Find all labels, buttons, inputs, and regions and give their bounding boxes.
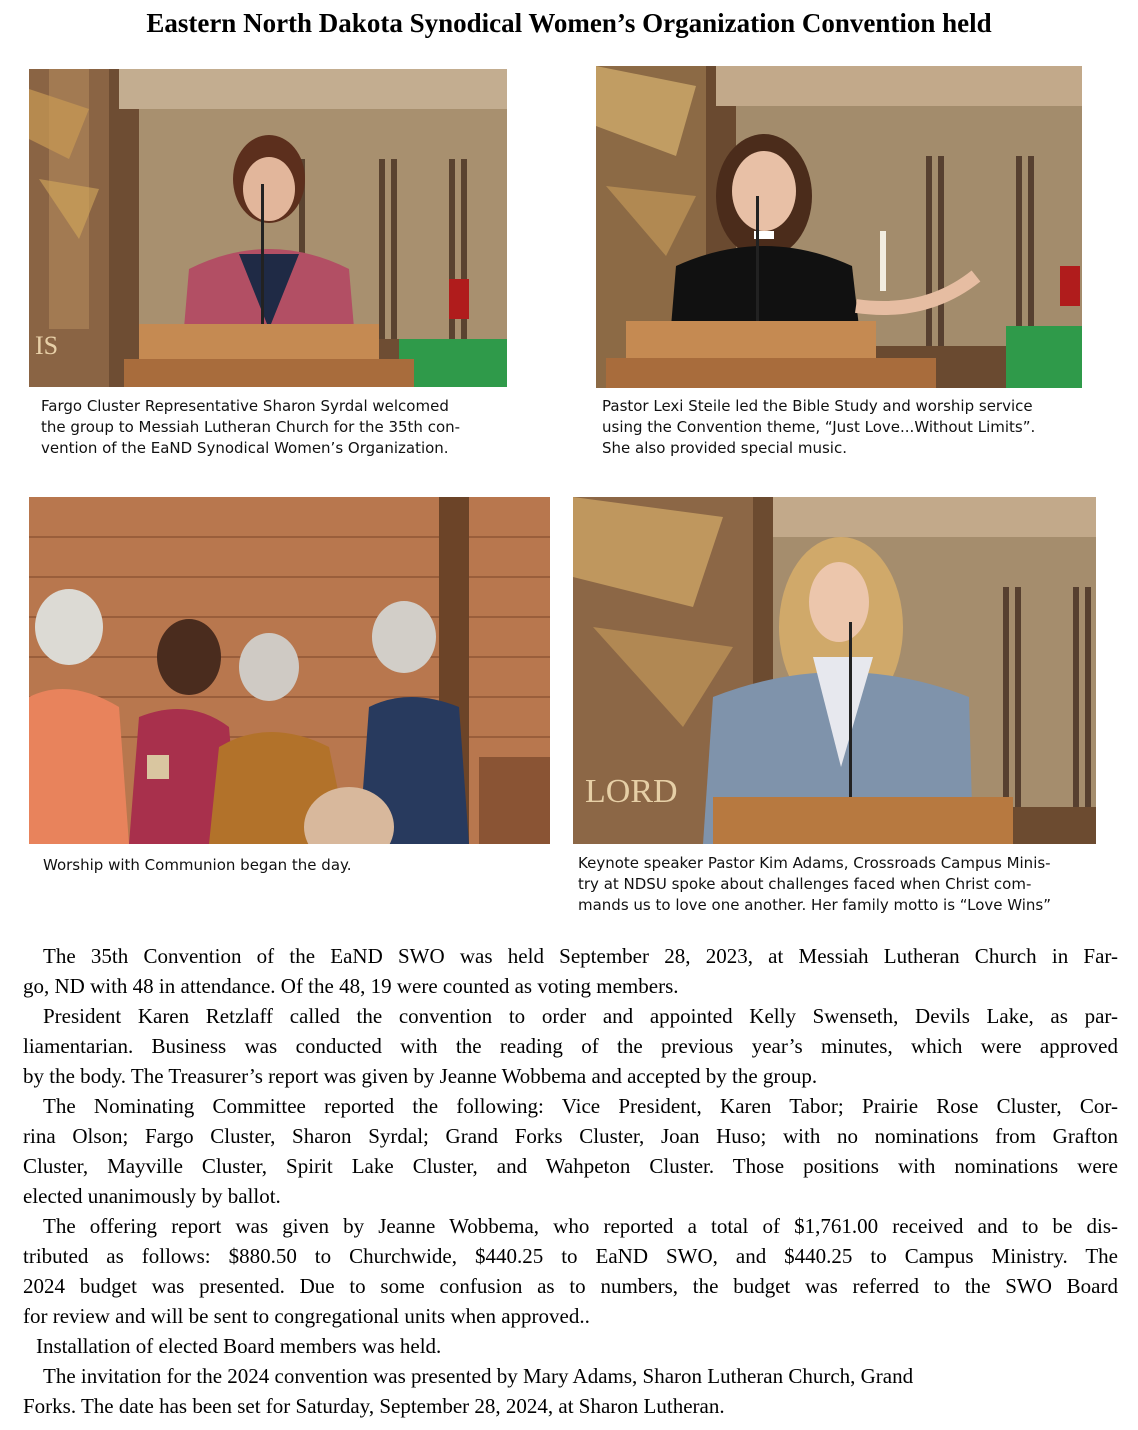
- caption-line: try at NDSU spoke about challenges faced when Christ com-: [578, 875, 1032, 893]
- photo-communion: [29, 497, 550, 844]
- svg-text:IS: IS: [35, 331, 59, 360]
- caption-line: using the Convention theme, “Just Love...Without Limits”.: [602, 418, 1036, 436]
- article-line: go, ND with 48 in attendance. Of the 48, 19 were counted as voting members.: [23, 974, 679, 998]
- photo-lexi-steile: [596, 66, 1082, 388]
- article-line: elected unanimously by ballot.: [23, 1184, 281, 1208]
- caption-lexi-steile: [602, 396, 1035, 459]
- article-line: Forks. The date has been set for Saturday, September 28, 2024, at Sharon Lutheran.: [23, 1394, 725, 1418]
- article-line: for review and will be sent to congregational units when approved..: [23, 1304, 590, 1328]
- article-line: Cluster, Mayville Cluster, Spirit Lake Cluster, and Wahpeton Cluster. Those positions with nominations were: [23, 1154, 1118, 1178]
- article-body: [23, 941, 1118, 1421]
- caption-line: She also provided special music.: [602, 439, 847, 457]
- article-line: The Nominating Committee reported the following: Vice President, Karen Tabor; Prairie Rose Cluster, Cor-: [43, 1094, 1118, 1118]
- article-line: liamentarian. Business was conducted with the reading of the previous year’s minutes, which were approved: [23, 1034, 1118, 1058]
- caption-line: Pastor Lexi Steile led the Bible Study and worship service: [602, 397, 1033, 415]
- caption-line: mands us to love one another. Her family motto is “Love Wins”: [578, 896, 1052, 914]
- article-line: tributed as follows: $880.50 to Churchwide, $440.25 to EaND SWO, and $440.25 to Campus Ministry. The: [23, 1244, 1118, 1268]
- article-line: President Karen Retzlaff called the convention to order and appointed Kelly Swenseth, Devils Lake, as par-: [43, 1004, 1118, 1028]
- photo-sharon-syrdal: [29, 69, 507, 387]
- article-line: The 35th Convention of the EaND SWO was held September 28, 2023, at Messiah Lutheran Church in Far-: [43, 944, 1118, 968]
- caption-line: Keynote speaker Pastor Kim Adams, Crossroads Campus Minis-: [578, 854, 1051, 872]
- photo-kim-adams: [573, 497, 1096, 844]
- article-line: rina Olson; Fargo Cluster, Sharon Syrdal; Grand Forks Cluster, Joan Huso; with no nominations from Grafton: [23, 1124, 1118, 1148]
- caption-line: the group to Messiah Lutheran Church for the 35th con-: [41, 418, 461, 436]
- article-line: The offering report was given by Jeanne Wobbema, who reported a total of $1,761.00 received and to be dis-: [43, 1214, 1118, 1238]
- article-line: by the body. The Treasurer’s report was given by Jeanne Wobbema and accepted by the group.: [23, 1064, 818, 1088]
- caption-kim-adams: [578, 853, 1051, 916]
- page-title: Eastern North Dakota Synodical Women’s Organization Convention held: [146, 8, 992, 38]
- caption-line: Fargo Cluster Representative Sharon Syrdal welcomed: [41, 397, 449, 415]
- caption-communion: [43, 855, 352, 876]
- article-line: 2024 budget was presented. Due to some confusion as to numbers, the budget was referred to the SWO Board: [23, 1274, 1118, 1298]
- article-line: Installation of elected Board members was held.: [36, 1334, 442, 1358]
- caption-sharon-syrdal: [41, 396, 460, 459]
- caption-line: vention of the EaND Synodical Women’s Organization.: [41, 439, 449, 457]
- banner-text: LORD: [585, 773, 678, 810]
- caption-line: Worship with Communion began the day.: [43, 856, 352, 874]
- article-line: The invitation for the 2024 convention was presented by Mary Adams, Sharon Lutheran Church, Grand: [43, 1364, 914, 1388]
